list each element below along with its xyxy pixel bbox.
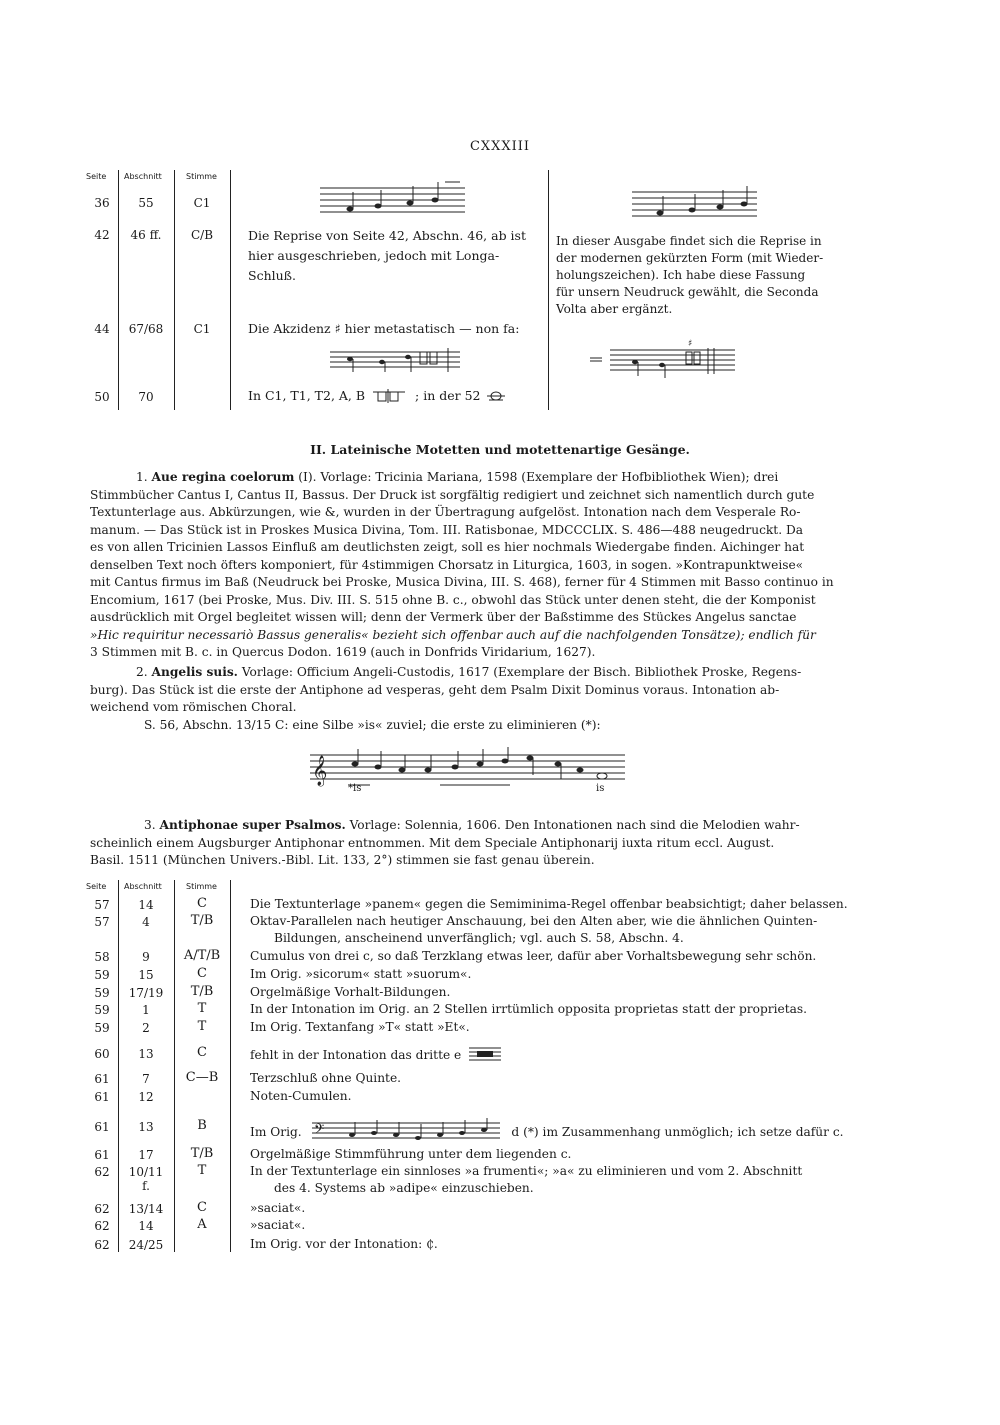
column-divider <box>118 880 119 1252</box>
music-symbol <box>469 1045 503 1063</box>
remark-text: In der Intonation im Orig. an 2 Stellen irrtümlich opposita proprietas statt der proprietas. <box>250 1002 807 1016</box>
stimme-cell: T/B <box>190 984 214 999</box>
music-symbol <box>373 389 407 403</box>
remark-text: Die Akzidenz ♯ hier metastatisch — non fa: <box>248 321 520 336</box>
abschnitt-cell: 24/25 <box>128 1238 164 1252</box>
seite-cell: 61 <box>94 1120 110 1134</box>
svg-text:♯: ♯ <box>688 339 693 349</box>
music-syllable-label: *is <box>348 783 362 794</box>
seite-cell: 50 <box>94 390 110 404</box>
abschnitt-cell: 9 <box>142 950 150 964</box>
abschnitt-cell: 4 <box>142 915 150 929</box>
paragraph-antiphonae: 3. Antiphonae super Psalmos. Vorlage: Solennia, 1606. Den Intonationen nach sind die Melodien wahr- scheinlich einem Augsburger Antiphonar entnommen. Mit dem Speciale Antiphonarij iuxta ritum eccl. August. Basil. 1511 (München Univers.-Bibl. Lit. 133, 2°) stimmen sie fast genau überein. <box>90 818 800 867</box>
seite-cell: 60 <box>94 1047 110 1061</box>
music-notation-excerpt <box>320 182 470 218</box>
seite-cell: 62 <box>94 1202 110 1216</box>
paragraph-aue-regina: 1. Aue regina coelorum (I). Vorlage: Tricinia Mariana, 1598 (Exemplare der Hofbibliothek Wien); drei Stimmbücher Cantus I, Cantus II, Bassus. Der Druck ist sorgfältig redigiert und zeichnet sich namentlich durch gute Textunterlage aus. Abkürzungen, wie &, wurden in der Übertragung aufgelöst. Intonation nach dem Vesperale Ro- manum. — Das Stück ist in Proskes Musica Divina, Tom. III. Ratisbonae, MDCCCLIX. S. 486—488 neugedruckt. Da es von allen Tricinien Lassos Einfluß am deutlichsten zeigt, soll es hier nochmals Wiedergabe finden. Aichinger hat denselben Text noch öfters komponiert, für 4stimmigen Chorsatz in Liturgica, 1603, in sogen. »Kontrapunktweise« mit Cantus firmus im Baß (Neudruck bei Proske, Musica Divina, III. S. 468), ferner für 4 Stimmen mit Basso continuo in Encomium, 1617 (bei Proske, Mus. Div. III. S. 515 ohne B. c., obwohl das Stück unter denen steht, die der Komponist ausdrücklich mit Orgel begleitet wissen will; denn der Vermerk über der Baßstimme des Stückes Angelus sanctae »Hic requiritur necessariò Bassus generalis« bezieht sich offenbar auch auf die nachfolgenden Tonsätze); endlich für 3 Stimmen mit B. c. in Quercus Dodon. 1619 (auch in Donfrids Viridarium, 1627). <box>90 470 834 659</box>
abschnitt-cell: 13 <box>138 1047 154 1061</box>
abschnitt-cell: 14 <box>138 1219 154 1233</box>
col-header-abschnitt: Abschnitt <box>124 172 162 181</box>
seite-cell: 61 <box>94 1148 110 1162</box>
stimme-cell: C <box>197 966 207 981</box>
remark-text: In C1, T1, T2, A, B ; in der 52 <box>248 387 505 404</box>
remark-text: In der Textunterlage ein sinnloses »a frumenti«; »a« zu eliminieren und vom 2. Abschnitt des 4. Systems ab »adipe« einzuschieben. <box>250 1164 803 1195</box>
seite-cell: 62 <box>94 1238 110 1252</box>
abschnitt-cell: 12 <box>138 1090 154 1104</box>
stimme-cell: T <box>197 1163 207 1178</box>
seite-cell: 44 <box>94 322 110 336</box>
column-divider <box>548 170 549 410</box>
music-notation-excerpt <box>330 346 470 374</box>
remark-text: Im Orig. 𝄢 d (*) im Zusammenhang unmöglich; ich setze dafür c. <box>250 1118 860 1144</box>
seite-cell: 57 <box>94 898 110 912</box>
paragraph-angelis-suis: 2. Angelis suis. Vorlage: Officium Angeli-Custodis, 1617 (Exemplare der Bisch. Bibliothek Proske, Regens- burg). Das Stück ist die erste der Antiphone ad vesperas, geht dem Psalm Dixit Dominus voraus. Intonation ab- weichend vom römischen Choral. S. 56, Abschn. 13/15 C: eine Silbe »is« zuviel; die erste zu eliminieren (*): <box>90 665 802 732</box>
stimme-cell: C <box>197 1200 207 1215</box>
remark-text: fehlt in der Intonation das dritte e <box>250 1045 860 1064</box>
remark-text: Orgelmäßige Stimmführung unter dem liegenden c. <box>250 1147 572 1161</box>
stimme-cell: T <box>197 1019 207 1034</box>
music-syllable-label: is <box>596 783 605 794</box>
seite-cell: 59 <box>94 986 110 1000</box>
abschnitt-cell: 13/14 <box>128 1202 164 1216</box>
col-header-seite: Seite <box>86 882 107 891</box>
abschnitt-cell: 70 <box>138 390 154 404</box>
seite-cell: 57 <box>94 915 110 929</box>
abschnitt-cell: 55 <box>138 196 154 210</box>
seite-cell: 62 <box>94 1165 110 1179</box>
svg-text:𝄞: 𝄞 <box>312 756 328 786</box>
stimme-cell: A <box>197 1217 207 1232</box>
remark-text: Im Orig. »sicorum« statt »suorum«. <box>250 967 472 981</box>
seite-cell: 61 <box>94 1072 110 1086</box>
music-symbol <box>487 389 505 403</box>
col-header-seite: Seite <box>86 172 107 181</box>
col-header-stimme: Stimme <box>186 882 217 891</box>
abschnitt-cell: 15 <box>138 968 154 982</box>
column-divider <box>118 170 119 410</box>
remark-text: Cumulus von drei c, so daß Terzklang etwas leer, dafür aber Vorhaltsbewegung sehr schön. <box>250 949 817 963</box>
abschnitt-cell: 7 <box>142 1072 150 1086</box>
seite-cell: 42 <box>94 228 110 242</box>
stimme-cell: C <box>197 1045 207 1060</box>
abschnitt-cell: 17/19 <box>128 986 164 1000</box>
stimme-cell: C <box>197 896 207 911</box>
remark-text: Im Orig. Textanfang »T« statt »Et«. <box>250 1020 470 1034</box>
abschnitt-cell: 17 <box>138 1148 154 1162</box>
remark-text: Die Reprise von Seite 42, Abschn. 46, ab ist hier ausgeschrieben, jedoch mit Longa- Schluß. <box>248 228 526 283</box>
music-staff-excerpt <box>312 1118 502 1144</box>
stimme-cell: B <box>197 1118 207 1133</box>
abschnitt-cell: 67/68 <box>128 322 164 336</box>
music-notation-excerpt <box>632 186 762 220</box>
svg-text:𝄢: 𝄢 <box>313 1121 324 1140</box>
stimme-cell: A/T/B <box>183 948 221 963</box>
abschnitt-cell: 1 <box>142 1003 150 1017</box>
stimme-cell: C1 <box>193 322 211 336</box>
column-divider <box>174 170 175 410</box>
abschnitt-cell: 2 <box>142 1021 150 1035</box>
column-divider <box>174 880 175 1252</box>
seite-cell: 36 <box>94 196 110 210</box>
stimme-cell: C—B <box>185 1070 219 1085</box>
remark-text: Im Orig. vor der Intonation: ₵. <box>250 1237 438 1251</box>
seite-cell: 62 <box>94 1219 110 1233</box>
abschnitt-cell: 10/11 f. <box>128 1165 164 1193</box>
seite-cell: 61 <box>94 1090 110 1104</box>
stimme-cell: T/B <box>190 913 214 928</box>
remark-text: Orgelmäßige Vorhalt-Bildungen. <box>250 985 451 999</box>
abschnitt-cell: 46 ff. <box>130 228 162 242</box>
stimme-cell: T <box>197 1001 207 1016</box>
remark-right-text: In dieser Ausgabe findet sich die Reprise in der modernen gekürzten Form (mit Wieder- holungszeichen). Ich habe diese Fassung für unsern Neudruck gewählt, die Seconda Volta aber ergänzt. <box>556 234 824 316</box>
seite-cell: 59 <box>94 1003 110 1017</box>
abschnitt-cell: 14 <box>138 898 154 912</box>
abschnitt-cell: 13 <box>138 1120 154 1134</box>
remark-text: »saciat«. <box>250 1201 306 1215</box>
column-divider <box>230 880 231 1252</box>
stimme-cell: C/B <box>190 228 214 242</box>
column-divider <box>230 170 231 410</box>
col-header-abschnitt: Abschnitt <box>124 882 162 891</box>
remark-text: Die Textunterlage »panem« gegen die Semiminima-Regel offenbar beabsichtigt; daher belassen. <box>250 897 848 911</box>
seite-cell: 58 <box>94 950 110 964</box>
seite-cell: 59 <box>94 1021 110 1035</box>
remark-text: Noten-Cumulen. <box>250 1089 352 1103</box>
remark-text: Terzschluß ohne Quinte. <box>250 1071 402 1085</box>
stimme-cell: C1 <box>193 196 211 210</box>
seite-cell: 59 <box>94 968 110 982</box>
music-notation-excerpt <box>590 340 740 380</box>
section-heading: II. Lateinische Motetten und motettenartige Gesänge. <box>310 442 690 457</box>
col-header-stimme: Stimme <box>186 172 217 181</box>
remark-text: Oktav-Parallelen nach heutiger Anschauung, bei den Alten aber, wie die ähnlichen Quinten- Bildungen, anscheinend unverfänglich; vgl. auch S. 58, Abschn. 4. <box>250 914 818 945</box>
page-number: CXXXIII <box>469 139 531 154</box>
stimme-cell: T/B <box>190 1146 214 1161</box>
remark-text: »saciat«. <box>250 1218 306 1232</box>
